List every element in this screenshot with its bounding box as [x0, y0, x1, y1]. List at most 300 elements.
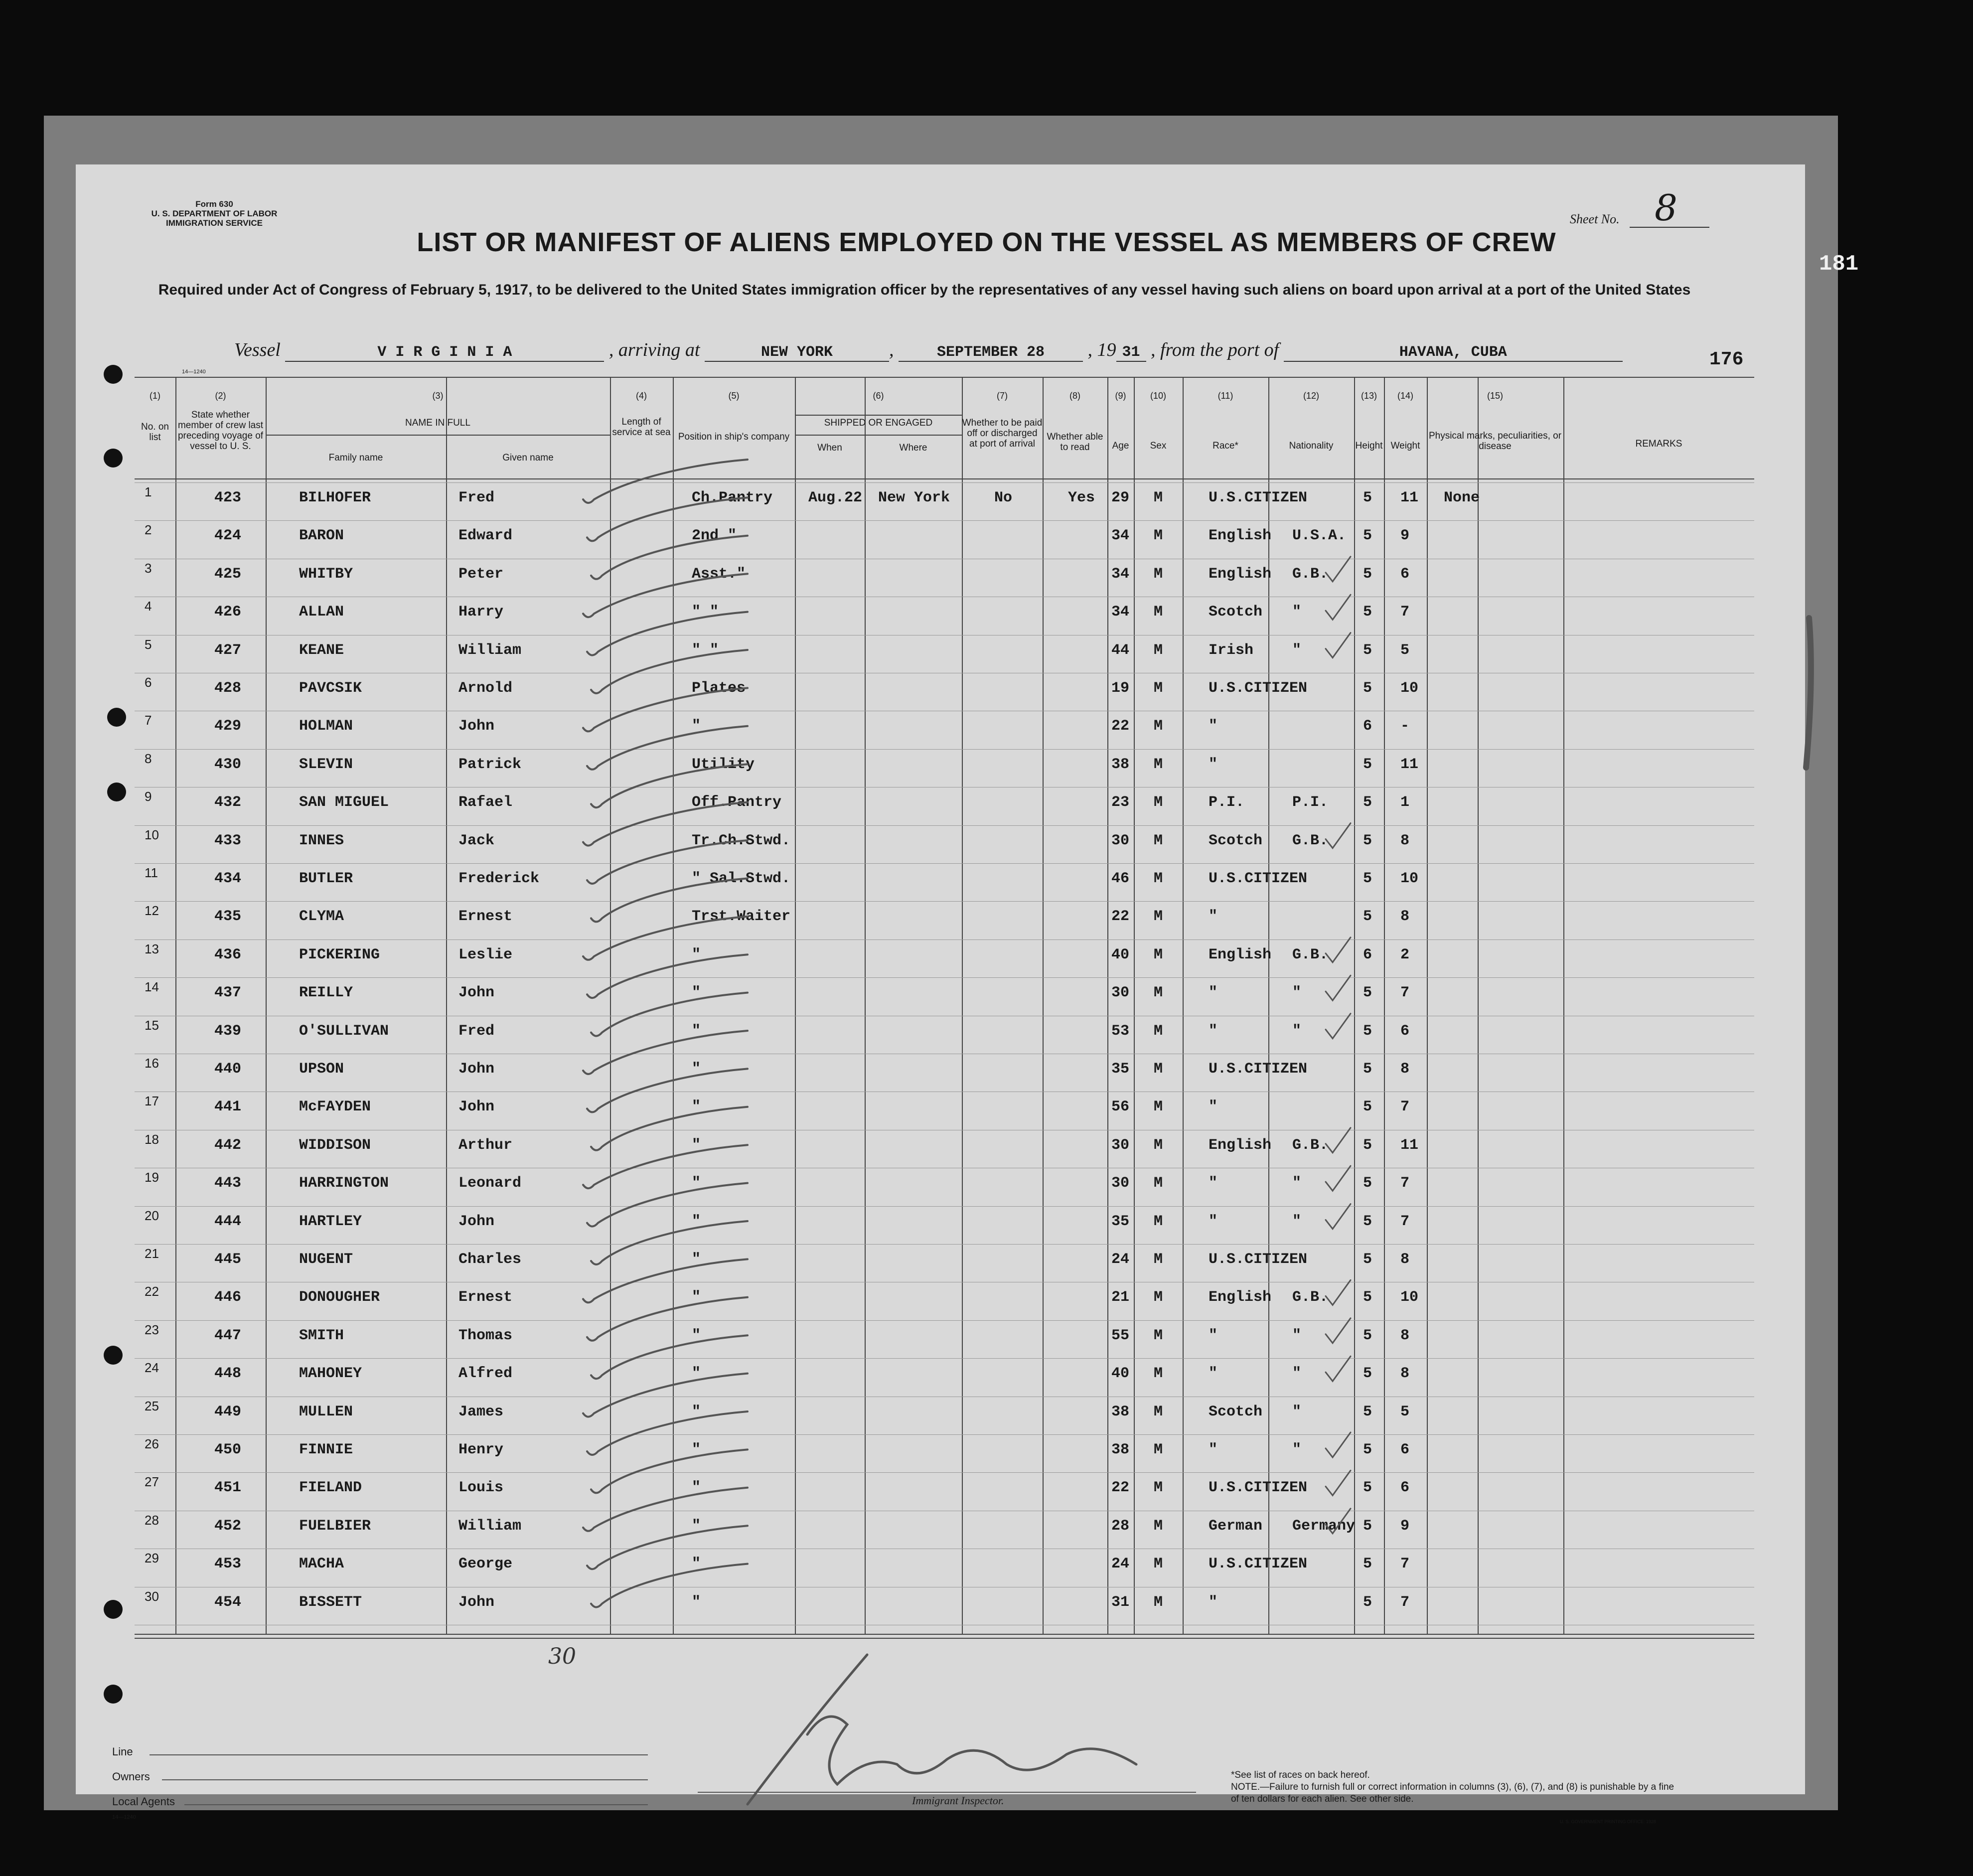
race: "	[1209, 1441, 1218, 1458]
family-name: FIELAND	[299, 1479, 362, 1497]
position: Ch.Pantry	[692, 489, 773, 506]
header-shipped-engaged: SHIPPED OR ENGAGED	[824, 418, 933, 428]
given-name: Ernest	[458, 908, 513, 926]
family-name: HARRINGTON	[299, 1175, 389, 1192]
shipped-where: New York	[878, 489, 950, 506]
family-name: KEANE	[299, 641, 344, 659]
check-mark	[591, 1449, 748, 1493]
row-number: 9	[145, 789, 152, 804]
inspector-signature	[748, 1655, 1136, 1804]
check-mark	[583, 1145, 748, 1188]
race: English	[1209, 527, 1272, 545]
check-mark	[583, 460, 748, 503]
column-number-c8: (8)	[1069, 391, 1080, 401]
nationality-check-mark	[1326, 823, 1351, 848]
nationality: U.S.A.	[1292, 527, 1347, 545]
age: 40	[1111, 1365, 1130, 1383]
arrival-year: 31	[1116, 344, 1146, 362]
crew-number: 434	[214, 870, 242, 887]
position: " "	[692, 641, 719, 659]
check-mark	[587, 1526, 748, 1569]
age: 22	[1111, 1479, 1130, 1497]
race: U.S.CITIZEN	[1209, 1556, 1308, 1573]
position: Asst."	[692, 565, 746, 583]
nationality: "	[1292, 641, 1302, 659]
height: 5	[1363, 489, 1372, 506]
family-name: BUTLER	[299, 870, 353, 887]
form-code: 14—1240	[182, 369, 206, 375]
row-number: 21	[145, 1246, 159, 1261]
weight: 10	[1400, 1289, 1419, 1306]
given-name: Frederick	[458, 870, 540, 887]
weight: 8	[1400, 1327, 1410, 1344]
header-paid-off: Whether to be paid off or discharged at port of arrival	[962, 418, 1043, 449]
footer-agents-label: Local Agents	[112, 1795, 175, 1808]
age: 19	[1111, 680, 1130, 697]
nationality-check-mark	[1326, 1128, 1351, 1153]
crew-number: 451	[214, 1479, 242, 1497]
form-number: Form 630	[195, 199, 233, 209]
weight: 11	[1400, 756, 1419, 773]
sex: M	[1154, 1136, 1163, 1154]
given-name: William	[458, 641, 522, 659]
inspector-label: Immigrant Inspector.	[912, 1794, 1004, 1807]
race: "	[1209, 908, 1218, 926]
header-family-name: Family name	[328, 453, 383, 463]
given-name: Charles	[458, 1251, 522, 1268]
sex: M	[1154, 565, 1163, 583]
check-mark	[583, 688, 748, 731]
age: 22	[1111, 718, 1130, 735]
given-name: Henry	[458, 1441, 504, 1458]
weight: 7	[1400, 1175, 1410, 1192]
race: German	[1209, 1517, 1263, 1535]
crew-number: 443	[214, 1175, 242, 1192]
check-mark	[591, 878, 748, 922]
family-name: WIDDISON	[299, 1136, 371, 1154]
sex: M	[1154, 489, 1163, 506]
weight: 10	[1400, 870, 1419, 887]
position: Off.Pantry	[692, 794, 782, 811]
age: 35	[1111, 1213, 1130, 1230]
position: " "	[692, 604, 719, 621]
row-number: 2	[145, 522, 152, 538]
race: "	[1209, 984, 1218, 1002]
header-when: When	[817, 443, 842, 453]
position: "	[692, 1441, 701, 1458]
height: 5	[1363, 1098, 1372, 1116]
family-name: WHITBY	[299, 565, 353, 583]
sheet-label: Sheet No.	[1570, 212, 1620, 226]
header-position: Position in ship's company	[678, 432, 790, 442]
row-number: 28	[145, 1512, 159, 1528]
family-name: REILLY	[299, 984, 353, 1002]
given-name: James	[458, 1403, 504, 1420]
height: 5	[1363, 1061, 1372, 1078]
weight: 8	[1400, 1365, 1410, 1383]
footer-notes	[1231, 1769, 1679, 1805]
age: 53	[1111, 1022, 1130, 1040]
age: 56	[1111, 1098, 1130, 1116]
family-name: HARTLEY	[299, 1213, 362, 1230]
nationality-check-mark	[1326, 1318, 1351, 1343]
footer-owners-label: Owners	[112, 1770, 150, 1783]
weight: 11	[1400, 1136, 1419, 1154]
race: Scotch	[1209, 1403, 1263, 1420]
column-number-c14: (14)	[1397, 391, 1413, 401]
nationality: "	[1292, 1327, 1302, 1344]
age: 44	[1111, 641, 1130, 659]
age: 30	[1111, 1136, 1130, 1154]
position: Plates	[692, 680, 746, 697]
header-given-name: Given name	[502, 453, 554, 463]
check-mark	[587, 1411, 748, 1455]
nationality: Germany	[1292, 1517, 1356, 1535]
given-name: Rafael	[458, 794, 513, 811]
position: "	[692, 1403, 701, 1420]
sex: M	[1154, 718, 1163, 735]
header-weight: Weight	[1390, 441, 1420, 451]
nationality: "	[1292, 1213, 1302, 1230]
header-height: Height	[1355, 441, 1383, 451]
check-mark	[591, 1335, 748, 1379]
race: Irish	[1209, 641, 1254, 659]
race: U.S.CITIZEN	[1209, 1251, 1308, 1268]
crew-number: 427	[214, 641, 242, 659]
row-number: 14	[145, 979, 159, 995]
weight: 1	[1400, 794, 1410, 811]
race: "	[1209, 1365, 1218, 1383]
sex: M	[1154, 794, 1163, 811]
weight: 2	[1400, 946, 1410, 963]
nationality: "	[1292, 1441, 1302, 1458]
year-prefix: , 19	[1087, 339, 1116, 360]
age: 34	[1111, 527, 1130, 545]
check-mark	[583, 1374, 748, 1417]
sex: M	[1154, 1022, 1163, 1040]
check-mark	[591, 993, 748, 1036]
crew-number: 447	[214, 1327, 242, 1344]
sex: M	[1154, 984, 1163, 1002]
nationality: "	[1292, 1365, 1302, 1383]
height: 5	[1363, 984, 1372, 1002]
height: 5	[1363, 565, 1372, 583]
check-mark	[583, 1488, 748, 1531]
height: 5	[1363, 1517, 1372, 1535]
position: "	[692, 1327, 701, 1344]
height: 6	[1363, 718, 1372, 735]
given-name: Fred	[458, 489, 495, 506]
family-name: BISSETT	[299, 1593, 362, 1611]
position: "	[692, 1479, 701, 1497]
row-number: 15	[145, 1017, 159, 1033]
footer-agents-rule	[184, 1804, 648, 1805]
physical-marks: None	[1444, 489, 1480, 506]
weight: 5	[1400, 1403, 1410, 1420]
sex: M	[1154, 1251, 1163, 1268]
sex: M	[1154, 756, 1163, 773]
given-name: Alfred	[458, 1365, 513, 1383]
family-name: CLYMA	[299, 908, 344, 926]
family-name: McFAYDEN	[299, 1098, 371, 1116]
position: Trst.Waiter	[692, 908, 791, 926]
total-count: 30	[548, 1644, 576, 1669]
given-name: Leslie	[458, 946, 513, 963]
check-mark	[587, 612, 748, 655]
age: 29	[1111, 489, 1130, 506]
footer-line-label: Line	[112, 1745, 133, 1758]
crew-number: 424	[214, 527, 242, 545]
shipped-when: Aug.22	[808, 489, 863, 506]
sex: M	[1154, 680, 1163, 697]
position: "	[692, 1175, 701, 1192]
nationality: P.I.	[1292, 794, 1329, 811]
check-mark	[583, 917, 748, 960]
column-number-c3: (3)	[432, 391, 444, 401]
column-number-c5: (5)	[728, 391, 740, 401]
height: 5	[1363, 1479, 1372, 1497]
sheet-value: 8	[1655, 187, 1677, 229]
crew-number: 452	[214, 1517, 242, 1535]
nationality: "	[1292, 1022, 1302, 1040]
family-name: MACHA	[299, 1556, 344, 1573]
race: "	[1209, 1022, 1218, 1040]
race: "	[1209, 1327, 1218, 1344]
crew-number: 437	[214, 984, 242, 1002]
position: "	[692, 1022, 701, 1040]
weight: 7	[1400, 1556, 1410, 1573]
nationality-check-mark	[1326, 557, 1351, 582]
position: "	[692, 1289, 701, 1306]
vessel-name: V I R G I N I A	[285, 344, 604, 362]
check-mark	[587, 840, 748, 884]
footer-agents-code: 14—1240	[112, 1814, 136, 1820]
given-name: Arnold	[458, 680, 513, 697]
race: "	[1209, 718, 1218, 735]
race: English	[1209, 1136, 1272, 1154]
height: 5	[1363, 756, 1372, 773]
weight: 7	[1400, 1098, 1410, 1116]
check-mark	[587, 1069, 748, 1112]
given-name: Edward	[458, 527, 513, 545]
age: 38	[1111, 756, 1130, 773]
race: P.I.	[1209, 794, 1245, 811]
header-where: Where	[899, 443, 927, 453]
crew-number: 449	[214, 1403, 242, 1420]
position: "	[692, 1213, 701, 1230]
nationality: G.B.	[1292, 1136, 1329, 1154]
sex: M	[1154, 1403, 1163, 1420]
sex: M	[1154, 1365, 1163, 1383]
position: "	[692, 984, 701, 1002]
nationality-check-mark	[1326, 1432, 1351, 1457]
weight: 10	[1400, 680, 1419, 697]
age: 21	[1111, 1289, 1130, 1306]
family-name: FUELBIER	[299, 1517, 371, 1535]
fine-note: NOTE.—Failure to furnish full or correct information in columns (3), (6), (7), and (8) is punishable by a fine of ten dollars for each alien. See other side.	[1231, 1782, 1674, 1804]
height: 5	[1363, 832, 1372, 849]
department: U. S. DEPARTMENT OF LABOR	[151, 209, 278, 218]
position: "	[692, 1517, 701, 1535]
check-mark	[587, 954, 748, 998]
sex: M	[1154, 527, 1163, 545]
position: Utility	[692, 756, 755, 773]
given-name: Ernest	[458, 1289, 513, 1306]
weight: 8	[1400, 832, 1410, 849]
punch-hole	[104, 1685, 123, 1704]
sex: M	[1154, 1289, 1163, 1306]
check-mark	[583, 574, 748, 617]
family-name: PAVCSIK	[299, 680, 362, 697]
header-race: Race*	[1213, 441, 1238, 451]
age: 34	[1111, 565, 1130, 583]
given-name: George	[458, 1556, 513, 1573]
given-name: Patrick	[458, 756, 522, 773]
weight: 6	[1400, 565, 1410, 583]
position: "	[692, 1061, 701, 1078]
sex: M	[1154, 641, 1163, 659]
margin-mark	[1806, 618, 1811, 768]
nationality-check-mark	[1326, 595, 1351, 620]
race: U.S.CITIZEN	[1209, 680, 1308, 697]
punch-hole	[104, 449, 123, 468]
nationality: "	[1292, 984, 1302, 1002]
nationality-check-mark	[1326, 1356, 1351, 1381]
nationality: "	[1292, 1403, 1302, 1420]
given-name: Harry	[458, 604, 504, 621]
height: 6	[1363, 946, 1372, 963]
position: "	[692, 718, 701, 735]
sex: M	[1154, 1327, 1163, 1344]
given-name: Arthur	[458, 1136, 513, 1154]
family-name: BILHOFER	[299, 489, 371, 506]
given-name: William	[458, 1517, 522, 1535]
row-number: 23	[145, 1322, 159, 1337]
punch-hole	[104, 365, 123, 384]
nationality: G.B.	[1292, 946, 1329, 963]
crew-number: 426	[214, 604, 242, 621]
weight: 6	[1400, 1441, 1410, 1458]
row-number: 8	[145, 751, 152, 766]
check-mark	[591, 1221, 748, 1264]
row-number: 1	[145, 484, 152, 499]
given-name: Fred	[458, 1022, 495, 1040]
age: 46	[1111, 870, 1130, 887]
height: 5	[1363, 1175, 1372, 1192]
nationality-check-mark	[1326, 1014, 1351, 1039]
age: 22	[1111, 908, 1130, 926]
position: 2nd "	[692, 527, 737, 545]
check-mark	[591, 650, 748, 693]
height: 5	[1363, 870, 1372, 887]
punch-hole	[104, 1346, 123, 1365]
crew-number: 440	[214, 1061, 242, 1078]
row-number: 20	[145, 1208, 159, 1223]
sex: M	[1154, 1175, 1163, 1192]
family-name: ALLAN	[299, 604, 344, 621]
age: 40	[1111, 946, 1130, 963]
height: 5	[1363, 908, 1372, 926]
printer-imprint: U. S. GOVERNMENT PRINTING OFFICE: 1928	[1560, 1819, 1656, 1824]
nationality: G.B.	[1292, 1289, 1329, 1306]
crew-number: 436	[214, 946, 242, 963]
given-name: John	[458, 1098, 495, 1116]
race: U.S.CITIZEN	[1209, 870, 1308, 887]
weight: 6	[1400, 1022, 1410, 1040]
header-remarks: REMARKS	[1635, 439, 1682, 449]
height: 5	[1363, 527, 1372, 545]
nationality: "	[1292, 1175, 1302, 1192]
row-number: 17	[145, 1094, 159, 1109]
nationality-check-mark	[1326, 975, 1351, 1000]
age: 24	[1111, 1556, 1130, 1573]
sex: M	[1154, 832, 1163, 849]
sex: M	[1154, 908, 1163, 926]
row-number: 25	[145, 1398, 159, 1413]
height: 5	[1363, 1251, 1372, 1268]
row-number: 16	[145, 1056, 159, 1071]
row-number: 24	[145, 1360, 159, 1376]
able-to-read: Yes	[1068, 489, 1095, 506]
height: 5	[1363, 1441, 1372, 1458]
position: Tr.Ch.Stwd.	[692, 832, 791, 849]
arrival-date: SEPTEMBER 28	[899, 344, 1083, 362]
column-number-c9: (9)	[1115, 391, 1126, 401]
from-label: , from the port of	[1151, 339, 1279, 360]
family-name: O'SULLIVAN	[299, 1022, 389, 1040]
row-number: 26	[145, 1436, 159, 1451]
sex: M	[1154, 1479, 1163, 1497]
weight: 6	[1400, 1479, 1410, 1497]
header-crew-state: State whether member of crew last preceding voyage of vessel to U. S.	[177, 410, 264, 452]
check-mark	[583, 802, 748, 846]
weight: 7	[1400, 1593, 1410, 1611]
sex: M	[1154, 1061, 1163, 1078]
crew-number: 445	[214, 1251, 242, 1268]
from-port: HAVANA, CUBA	[1284, 344, 1623, 362]
check-mark	[587, 497, 748, 541]
row-number: 19	[145, 1170, 159, 1185]
punch-hole	[104, 1600, 123, 1619]
nationality-check-mark	[1326, 1470, 1351, 1495]
weight: 9	[1400, 527, 1410, 545]
race: "	[1209, 1098, 1218, 1116]
row-number: 4	[145, 599, 152, 614]
nationality-check-mark	[1326, 938, 1351, 962]
check-mark	[591, 1107, 748, 1150]
height: 5	[1363, 1022, 1372, 1040]
check-mark	[583, 1031, 748, 1074]
weight: 7	[1400, 604, 1410, 621]
given-name: Louis	[458, 1479, 504, 1497]
punch-hole	[107, 782, 126, 801]
check-mark	[587, 1297, 748, 1341]
position: " Sal.Stwd.	[692, 870, 791, 887]
row-number: 7	[145, 713, 152, 728]
crew-number: 448	[214, 1365, 242, 1383]
weight: -	[1400, 718, 1410, 735]
family-name: SLEVIN	[299, 756, 353, 773]
crew-number: 435	[214, 908, 242, 926]
check-mark	[591, 764, 748, 807]
crew-number: 444	[214, 1213, 242, 1230]
age: 35	[1111, 1061, 1130, 1078]
nationality-check-mark	[1326, 1204, 1351, 1229]
age: 38	[1111, 1441, 1130, 1458]
age: 30	[1111, 832, 1130, 849]
column-number-c6: (6)	[873, 391, 884, 401]
age: 38	[1111, 1403, 1130, 1420]
